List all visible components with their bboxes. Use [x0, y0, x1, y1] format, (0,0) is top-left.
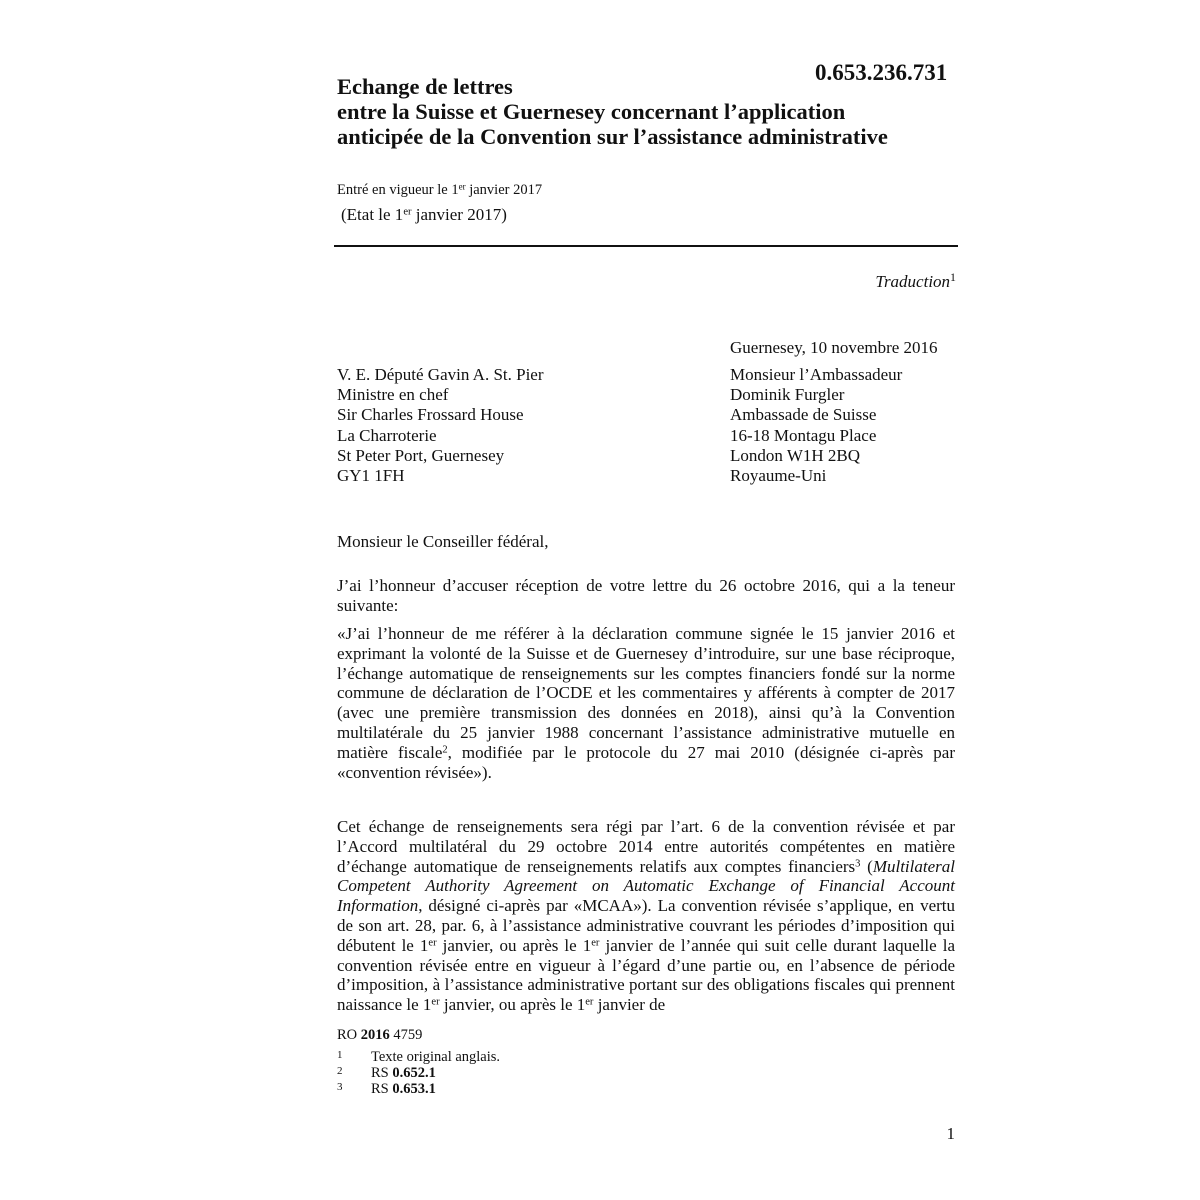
document-title	[337, 74, 957, 149]
footnote-2: 2 RS 0.652.1	[337, 1065, 436, 1081]
recipient-address	[730, 365, 902, 486]
address-line: Dominik Furgler	[730, 385, 845, 405]
status-date: (Etat le 1er janvier 2017)	[341, 205, 507, 224]
address-line: Ministre en chef	[337, 385, 449, 405]
address-line: St Peter Port, Guernesey	[337, 445, 505, 465]
address-line: Ambassade de Suisse	[730, 405, 877, 425]
title-line-3: anticipée de la Convention sur l’assistance administrative	[337, 124, 888, 149]
translation-note: Traduction$^1$	[875, 270, 956, 291]
paragraph-2: «J’ai l’honneur de me référer à la déclaration commune signée le 15 janvier 2016 et exprimant la volonté de la Suisse et de Guernesey d’introduire, sur une base réciproque, l’échange automatique de renseignements sur les comptes financiers fondé sur la norme commune de déclaration de l’OCDE et les commentaires y afférents à compter de 2017 (avec une première transmission des données en 2018), ainsi qu’à la Convention multilatérale du 25 janvier 1988 concernant l’assistance administrative mutuelle en matière fiscale$^2$, modifiée par le protocole du 27 mai 2010 (désignée ci-après par «convention révisée»).	[337, 624, 956, 782]
address-line: Royaume-Uni	[730, 466, 827, 486]
address-line: GY1 1FH	[337, 466, 405, 486]
salutation: Monsieur le Conseiller fédéral,	[337, 532, 549, 551]
official-compilation-reference: RO 2016 4759	[337, 1027, 423, 1043]
paragraph-3: Cet échange de renseignements sera régi par l’art. 6 de la convention révisée et par l’Accord multilatéral du 29 octobre 2014 entre autorités compétentes en matière d’échange automatique de renseignements relatifs aux comptes financiers$^3$ (Multilateral Competent Authority Agreement on Automatic Exchange of Financial Account Information, désigné ci-après par «MCAA»). La convention révisée s’applique, en vertu de son art. 28, par. 6, à l’assistance administrative couvrant les périodes d’imposition qui débutent le 1er janvier, ou après le 1er janvier de l’année qui suit celle durant laquelle la convention révisée entre en vigueur à l’égard d’une partie ou, en l’absence de période d’imposition, à l’assistance administrative portant sur des obligations fiscales qui prennent naissance le 1er janvier, ou après le 1er janvier de	[337, 817, 956, 1015]
header-divider	[334, 245, 958, 247]
paragraph-1: J’ai l’honneur d’accuser réception de votre lettre du 26 octobre 2016, qui a la teneur suivante:	[337, 576, 955, 615]
footnote-ref: 3	[855, 858, 861, 870]
address-line: Monsieur l’Ambassadeur	[730, 365, 903, 384]
entry-into-force: Entré en vigueur le 1er janvier 2017	[337, 181, 543, 198]
document-reference-number: 0.653.236.731	[815, 60, 948, 85]
letter-place-date: Guernesey, 10 novembre 2016	[730, 338, 938, 357]
address-line: London W1H 2BQ	[730, 445, 861, 465]
sender-address	[337, 365, 544, 486]
address-line: 16-18 Montagu Place	[730, 425, 877, 445]
address-line: Sir Charles Frossard House	[337, 405, 524, 425]
footnote-3: 3 RS 0.653.1	[337, 1081, 436, 1097]
title-line-1: Echange de lettres	[337, 74, 513, 99]
title-line-2: entre la Suisse et Guernesey concernant l’application	[337, 99, 846, 124]
footnote-1: 1 Texte original anglais.	[337, 1049, 501, 1065]
address-line: V. E. Député Gavin A. St. Pier	[337, 365, 544, 384]
page-number: 1	[946, 1124, 955, 1143]
footnote-ref: 2	[442, 744, 448, 756]
address-line: La Charroterie	[337, 425, 437, 445]
